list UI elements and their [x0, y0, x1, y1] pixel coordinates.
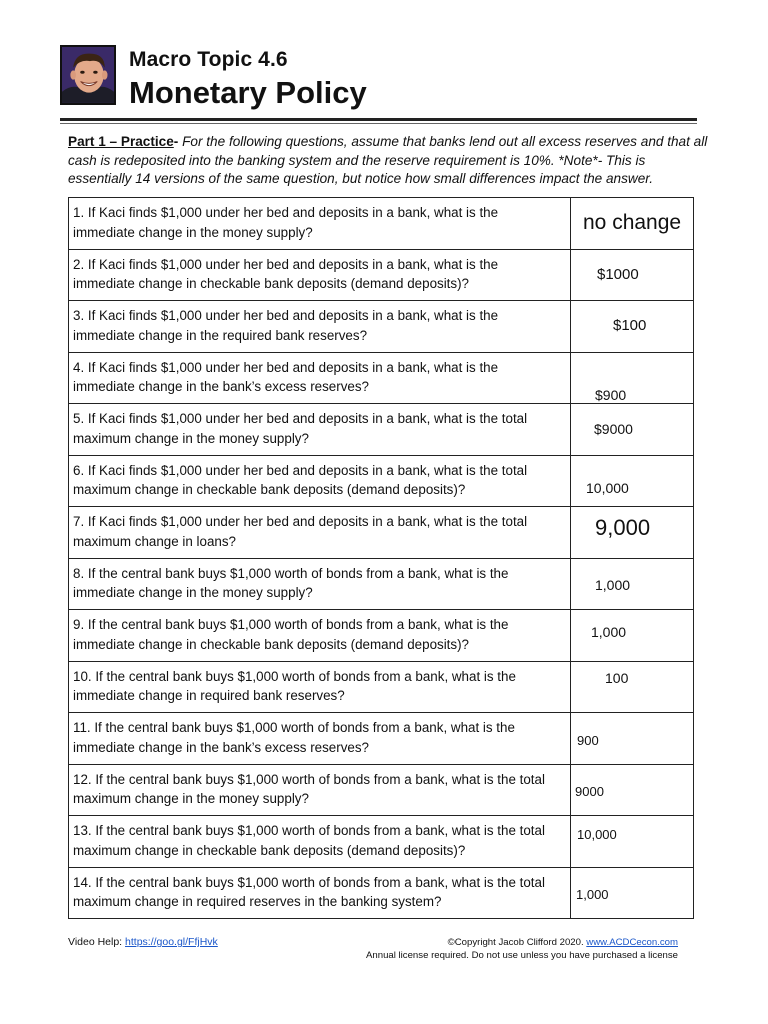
video-help-link[interactable]: https://goo.gl/FfjHvk: [125, 936, 218, 948]
question-text: 8. If the central bank buys $1,000 worth of bonds from a bank, what is the immediate change in the money supply?: [69, 558, 571, 610]
answer-text: 1,000: [591, 624, 627, 640]
table-row: [69, 507, 694, 559]
answer-text: 10,000: [586, 479, 629, 496]
table-row: [69, 249, 694, 301]
table-row: [69, 352, 694, 404]
answer-cell: [571, 249, 694, 301]
answer-cell: [571, 713, 694, 765]
table-row: [69, 867, 694, 919]
answer-cell: [571, 507, 694, 559]
header-divider: [60, 118, 697, 121]
question-text: 2. If Kaci finds $1,000 under her bed and deposits in a bank, what is the immediate change in checkable bank deposits (demand deposits)?: [69, 249, 571, 301]
answer-text: 9,000: [595, 515, 651, 540]
part-label: Part 1 – Practice: [68, 134, 174, 149]
copyright-notice: [366, 936, 678, 962]
table-row: [69, 558, 694, 610]
copyright-text: ©Copyright Jacob Clifford 2020.: [447, 937, 587, 948]
topic-label: Macro Topic 4.6: [129, 48, 288, 71]
answer-text: 10,000: [577, 827, 617, 842]
answer-cell: [571, 816, 694, 868]
table-row: [69, 455, 694, 507]
instructions: [68, 133, 708, 189]
question-text: 10. If the central bank buys $1,000 worth of bonds from a bank, what is the immediate change in required bank reserves?: [69, 661, 571, 713]
table-row: [69, 764, 694, 816]
answer-text: $900: [595, 386, 627, 403]
license-text: Annual license required. Do not use unless you have purchased a license: [366, 950, 678, 961]
table-row: [69, 404, 694, 456]
answer-text: $1000: [597, 265, 639, 283]
answer-cell: [571, 352, 694, 404]
answer-cell: [571, 867, 694, 919]
answer-cell: [571, 610, 694, 662]
questions-table: [68, 197, 694, 919]
table-row: [69, 301, 694, 353]
answer-cell: [571, 558, 694, 610]
answer-cell: [571, 455, 694, 507]
table-row: [69, 661, 694, 713]
answer-cell: [571, 764, 694, 816]
answer-text: $9000: [594, 421, 633, 437]
question-text: 3. If Kaci finds $1,000 under her bed and deposits in a bank, what is the immediate change in the required bank reserves?: [69, 301, 571, 353]
answer-text: 1,000: [576, 886, 609, 902]
header-divider-thin: [60, 123, 697, 124]
answer-cell: [571, 198, 694, 250]
question-text: 12. If the central bank buys $1,000 worth of bonds from a bank, what is the total maximum change in the money supply?: [69, 764, 571, 816]
author-portrait-image: [62, 47, 114, 103]
instructions-text: For the following questions, assume that banks lend out all excess reserves and that all cash is redeposited into the banking system and the reserve requirement is 10%. *Note*- This is essentially 14 versions of the same question, but notice how small differences impact the answer.: [68, 134, 708, 187]
question-text: 6. If Kaci finds $1,000 under her bed and deposits in a bank, what is the total maximum change in checkable bank deposits (demand deposits)?: [69, 455, 571, 507]
answer-cell: [571, 661, 694, 713]
answer-text: 9000: [575, 783, 604, 799]
answer-text: 1,000: [595, 576, 631, 593]
video-help-label: Video Help:: [68, 936, 126, 948]
answer-cell: [571, 404, 694, 456]
question-text: 14. If the central bank buys $1,000 worth of bonds from a bank, what is the total maximum change in required reserves in the banking system?: [69, 867, 571, 919]
answer-text: 900: [577, 733, 599, 748]
answer-text: $100: [613, 317, 647, 334]
part-dash: -: [173, 134, 179, 149]
table-row: [69, 816, 694, 868]
question-text: 5. If Kaci finds $1,000 under her bed and deposits in a bank, what is the total maximum change in the money supply?: [69, 404, 571, 456]
answer-text: no change: [583, 211, 682, 234]
page-header: [60, 45, 700, 113]
table-row: [69, 610, 694, 662]
author-avatar: [60, 45, 116, 105]
answer-text: 100: [605, 669, 629, 686]
question-text: 4. If Kaci finds $1,000 under her bed and deposits in a bank, what is the immediate change in the bank’s excess reserves?: [69, 352, 571, 404]
page-title: Monetary Policy: [129, 75, 367, 110]
question-text: 9. If the central bank buys $1,000 worth of bonds from a bank, what is the immediate change in checkable bank deposits (demand deposits)?: [69, 610, 571, 662]
question-text: 1. If Kaci finds $1,000 under her bed and deposits in a bank, what is the immediate change in the money supply?: [69, 198, 571, 250]
answer-cell: [571, 301, 694, 353]
video-help: [68, 936, 218, 948]
site-link[interactable]: www.ACDCecon.com: [586, 937, 678, 948]
question-text: 13. If the central bank buys $1,000 worth of bonds from a bank, what is the total maximum change in checkable bank deposits (demand deposits)?: [69, 816, 571, 868]
table-row: [69, 198, 694, 250]
question-text: 11. If the central bank buys $1,000 worth of bonds from a bank, what is the immediate change in the bank’s excess reserves?: [69, 713, 571, 765]
question-text: 7. If Kaci finds $1,000 under her bed and deposits in a bank, what is the total maximum change in loans?: [69, 507, 571, 559]
table-row: [69, 713, 694, 765]
